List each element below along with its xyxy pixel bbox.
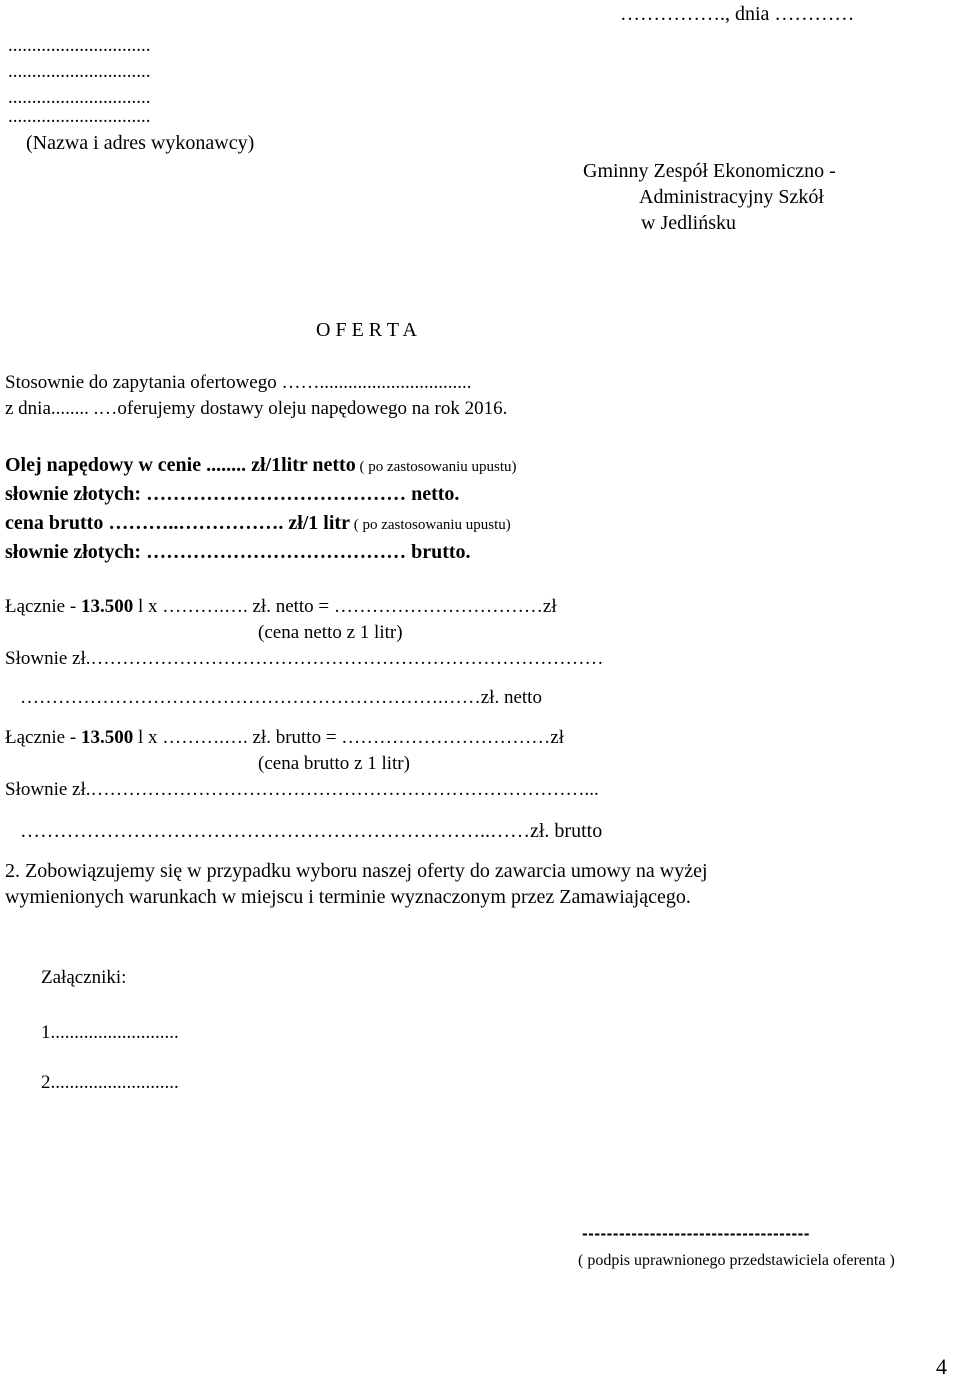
netto-price-line	[5, 455, 517, 475]
netto-words-1: Słownie zł.………………………………………………………………………	[5, 648, 604, 669]
total-netto-prefix: Łącznie -	[5, 596, 81, 617]
total-brutto-rest: l x ……….…. zł. brutto = ……………………………zł	[133, 727, 565, 748]
attachments-label: Załączniki:	[41, 967, 127, 988]
brutto-price-label: cena brutto ………..……………. zł/1 litr	[5, 512, 350, 534]
total-brutto-prefix: Łącznie -	[5, 727, 81, 748]
recipient-line-3: w Jedlińsku	[641, 212, 736, 234]
page-number: 4	[936, 1354, 947, 1379]
recipient-line-2: Administracyjny Szkół	[639, 186, 824, 208]
address-line: ..............................	[8, 106, 151, 127]
address-line: ..............................	[8, 35, 151, 56]
address-line: ..............................	[8, 61, 151, 82]
brutto-words-line: słownie złotych: ………………………………… brutto.	[5, 541, 471, 563]
address-caption: (Nazwa i adres wykonawcy)	[26, 132, 255, 154]
total-brutto-caption: (cena brutto z 1 litr)	[258, 753, 410, 774]
brutto-price-note: ( po zastosowaniu upustu)	[349, 517, 511, 533]
netto-words-line: słownie złotych: ………………………………… netto.	[5, 483, 460, 505]
total-netto-rest: l x ……….…. zł. netto = ……………………………zł	[133, 596, 557, 617]
brutto-words-1: Słownie zł.……………………………………………………………………...	[5, 779, 599, 800]
intro-line-2: z dnia........ .…oferujemy dostawy oleju napędowego na rok 2016.	[5, 398, 508, 419]
signature-line: -------------------------------------	[582, 1224, 810, 1243]
page-title: O F E R T A	[316, 319, 417, 341]
commitment-line-2: wymienionych warunkach w miejscu i terminie wyznaczonym przez Zamawiającego.	[5, 886, 691, 908]
address-line: ..............................	[8, 87, 151, 108]
attachment-item: 2...........................	[41, 1072, 179, 1093]
brutto-words-2: ……………………………………………………………..……zł. brutto	[20, 820, 603, 842]
netto-price-note: ( po zastosowaniu upustu)	[355, 459, 517, 475]
attachment-item: 1...........................	[41, 1022, 179, 1043]
date-line: ……………., dnia …………	[620, 3, 855, 25]
total-brutto-qty: 13.500	[80, 727, 134, 748]
total-netto-caption: (cena netto z 1 litr)	[258, 622, 403, 643]
intro-line-1: Stosownie do zapytania ofertowego ……................................	[5, 372, 472, 393]
recipient-line-1: Gminny Zespół Ekonomiczno -	[583, 160, 836, 182]
total-netto-qty: 13.500	[80, 596, 134, 617]
total-brutto-line	[5, 728, 564, 747]
netto-words-2: ………………………………………………………….……zł. netto	[20, 687, 542, 708]
total-netto-line	[5, 597, 557, 616]
netto-price-label: Olej napędowy w cenie ........ zł/1litr netto	[5, 454, 356, 476]
commitment-line-1: 2. Zobowiązujemy się w przypadku wyboru naszej oferty do zawarcia umowy na wyżej	[5, 860, 708, 882]
brutto-price-line	[5, 513, 511, 533]
signature-caption: ( podpis uprawnionego przedstawiciela oferenta )	[578, 1252, 895, 1269]
